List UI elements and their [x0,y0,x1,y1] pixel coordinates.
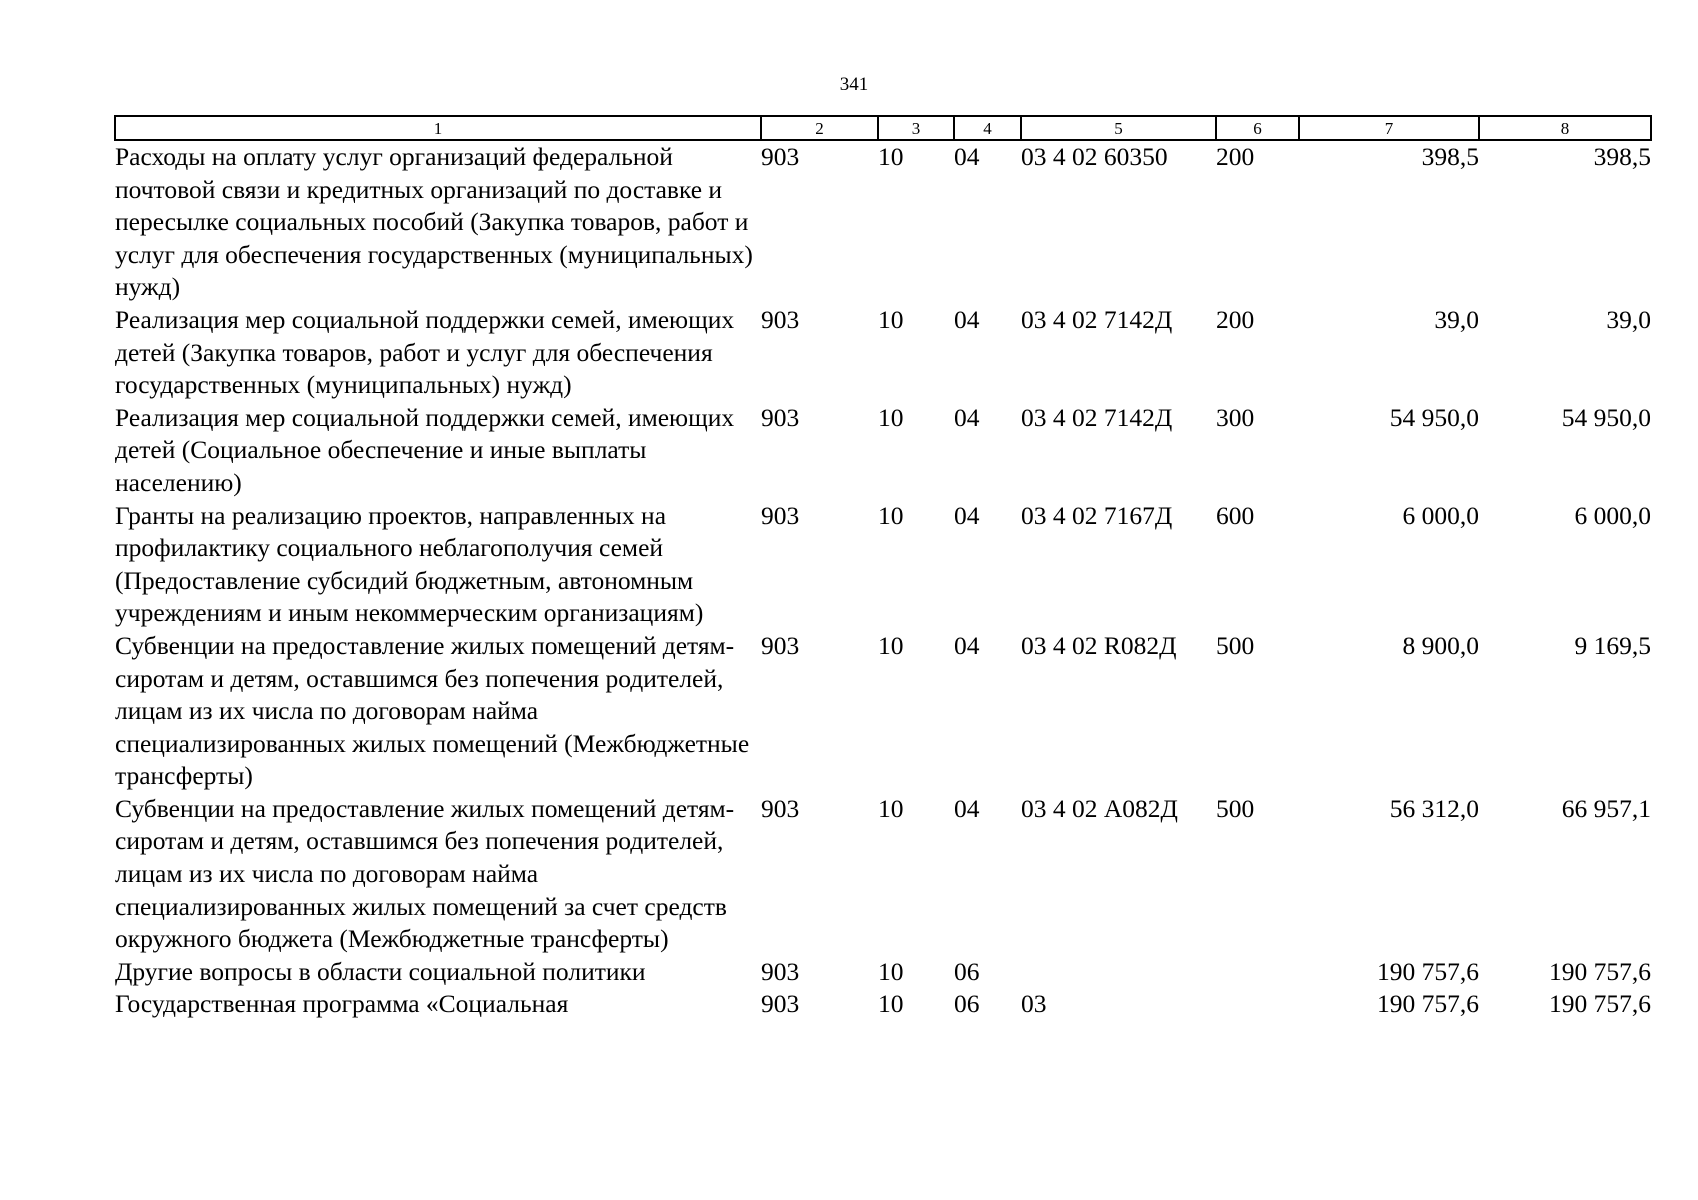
row-target-code: 03 [1021,989,1047,1019]
row-subsection-code: 04 [954,793,980,823]
row-subsection-code: 06 [954,956,980,986]
row-name: Субвенции на предоставление жилых помещений детям-сиротам и детям, оставшимся без попечения родителей, лицам из их числа по договорам найма специализированных жилых помещений (Межбюджетные трансферты) [115,630,750,791]
row-expense-type: 200 [1216,304,1255,334]
column-header: 5 [1021,116,1216,140]
row-target-code: 03 4 02 7142Д [1021,304,1173,334]
row-expense-type: 200 [1216,142,1255,171]
row-amount-8: 39,0 [1606,304,1651,334]
row-section-code: 10 [878,500,904,530]
column-header: 4 [954,116,1021,140]
row-amount-8: 398,5 [1593,142,1651,171]
row-ministry-code: 903 [761,500,800,530]
row-section-code: 10 [878,630,904,660]
table-row [115,402,1651,500]
row-amount-8: 190 757,6 [1549,956,1651,986]
row-ministry-code: 903 [761,402,800,432]
row-ministry-code: 903 [761,989,800,1019]
row-expense-type: 300 [1216,402,1255,432]
row-target-code: 03 4 02 7142Д [1021,402,1173,432]
row-target-code [1021,956,1216,989]
row-amount-8: 6 000,0 [1574,500,1651,530]
row-target-code: 03 4 02 7167Д [1021,500,1173,530]
row-subsection-code: 04 [954,402,980,432]
row-target-code: 03 4 02 60350 [1021,142,1168,171]
row-section-code: 10 [878,989,904,1019]
column-header: 8 [1479,116,1651,140]
row-section-code: 10 [878,304,904,334]
row-name: Субвенции на предоставление жилых помещений детям-сиротам и детям, оставшимся без попечения родителей, лицам из их числа по договорам найма специализированных жилых помещений за счет средств окружного бюджета (Межбюджетные трансферты) [115,793,735,954]
row-amount-8: 190 757,6 [1549,989,1651,1019]
row-expense-type [1216,956,1299,989]
row-expense-type: 600 [1216,500,1255,530]
table-row [115,956,1651,989]
table-row [115,500,1651,630]
column-header: 2 [761,116,878,140]
row-name: Гранты на реализацию проектов, направленных на профилактику социального неблагополучия семей (Предоставление субсидий бюджетным, автономным учреждениям и иным некоммерческим организациям) [115,500,704,628]
column-header: 3 [878,116,954,140]
row-target-code: 03 4 02 R082Д [1021,630,1177,660]
table-row [115,793,1651,956]
row-ministry-code: 903 [761,793,800,823]
row-amount-7: 56 312,0 [1389,793,1479,823]
row-section-code: 10 [878,793,904,823]
row-amount-7: 190 757,6 [1377,956,1479,986]
row-section-code: 10 [878,402,904,432]
table-row [115,988,1651,1021]
row-target-code: 03 4 02 А082Д [1021,793,1178,823]
column-number-header [115,116,1651,140]
column-header: 1 [115,116,761,140]
row-ministry-code: 903 [761,630,800,660]
row-name: Другие вопросы в области социальной политики [115,956,646,986]
row-expense-type [1216,988,1299,1021]
row-amount-7: 398,5 [1421,142,1479,171]
row-subsection-code: 04 [954,630,980,660]
row-section-code: 10 [878,956,904,986]
row-amount-7: 6 000,0 [1402,500,1479,530]
table-row [115,140,1651,304]
row-amount-8: 54 950,0 [1561,402,1651,432]
page-number: 341 [839,74,869,95]
row-amount-7: 8 900,0 [1402,630,1479,660]
row-amount-7: 190 757,6 [1377,989,1479,1019]
row-amount-7: 54 950,0 [1389,402,1479,432]
row-ministry-code: 903 [761,142,800,171]
row-ministry-code: 903 [761,956,800,986]
column-header: 7 [1299,116,1479,140]
row-name: Реализация мер социальной поддержки семей, имеющих детей (Социальное обеспечение и иные выплаты населению) [115,402,735,497]
row-section-code: 10 [878,142,904,171]
table-row [115,630,1651,793]
column-header: 6 [1216,116,1299,140]
row-name: Расходы на оплату услуг организаций федеральной почтовой связи и кредитных организаций по доставке и пересылке социальных пособий (Закупка товаров, работ и услуг для обеспечения государственных (муниципальных) нужд) [115,142,753,302]
budget-table [114,115,1652,1021]
row-expense-type: 500 [1216,793,1255,823]
row-amount-7: 39,0 [1434,304,1479,334]
row-amount-8: 66 957,1 [1561,793,1651,823]
row-name: Государственная программа «Социальная [115,989,569,1019]
row-subsection-code: 04 [954,304,980,334]
row-name: Реализация мер социальной поддержки семей, имеющих детей (Закупка товаров, работ и услуг для обеспечения государственных (муниципальных) нужд) [115,304,735,400]
row-expense-type: 500 [1216,630,1255,660]
row-subsection-code: 06 [954,989,980,1019]
row-amount-8: 9 169,5 [1574,630,1651,660]
row-ministry-code: 903 [761,304,800,334]
row-subsection-code: 04 [954,142,980,171]
row-subsection-code: 04 [954,500,980,530]
table-row [115,304,1651,402]
